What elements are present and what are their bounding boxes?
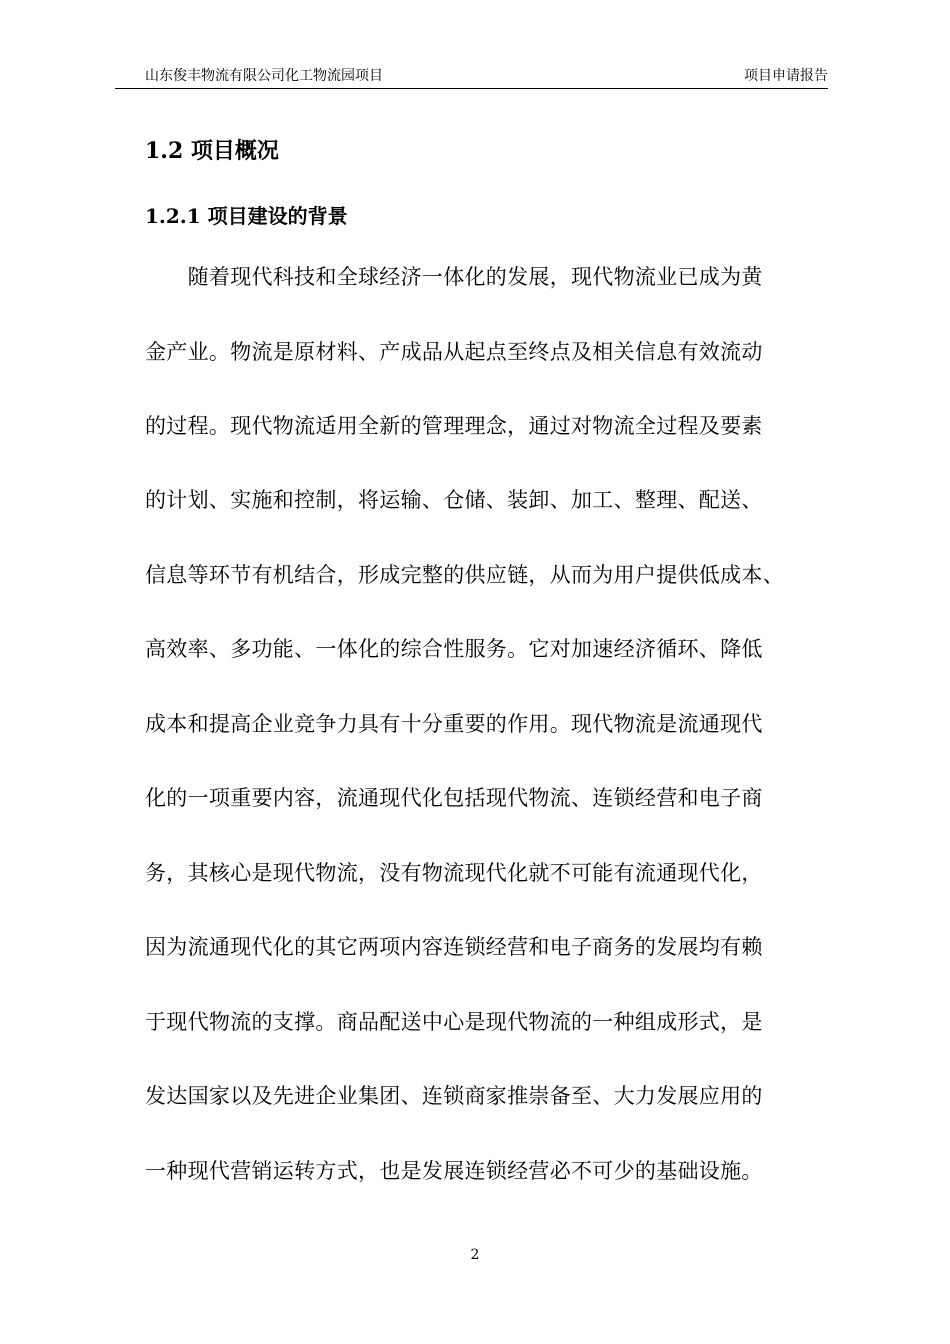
paragraph-line: 的计划、实施和控制，将运输、仓储、装卸、加工、整理、配送、 — [145, 488, 763, 512]
paragraph-line: 一种现代营销运转方式，也是发展连锁经营必不可少的基础设施。 — [145, 1159, 763, 1183]
paragraph-line: 随着现代科技和全球经济一体化的发展，现代物流业已成为黄 — [145, 265, 763, 289]
paragraph-line: 化的一项重要内容，流通现代化包括现代物流、连锁经营和电子商 — [145, 786, 763, 810]
paragraph-line: 发达国家以及先进企业集团、连锁商家推崇备至、大力发展应用的 — [145, 1084, 763, 1108]
paragraph-line: 成本和提高企业竞争力具有十分重要的作用。现代物流是流通现代 — [145, 712, 763, 736]
subsection-heading: 1.2.1 项目建设的背景 — [145, 204, 348, 228]
header-report-type: 项目申请报告 — [744, 68, 828, 84]
paragraph-line: 务，其核心是现代物流，没有物流现代化就不可能有流通现代化， — [145, 861, 763, 885]
paragraph-line: 于现代物流的支撑。商品配送中心是现代物流的一种组成形式，是 — [145, 1010, 763, 1034]
section-heading: 1.2 项目概况 — [145, 138, 279, 164]
paragraph-line: 高效率、多功能、一体化的综合性服务。它对加速经济循环、降低 — [145, 637, 763, 661]
paragraph-line: 的过程。现代物流适用全新的管理理念，通过对物流全过程及要素 — [145, 414, 763, 438]
header-project-name: 山东俊丰物流有限公司化工物流园项目 — [145, 68, 383, 84]
paragraph-line: 金产业。物流是原材料、产成品从起点至终点及相关信息有效流动 — [145, 340, 763, 364]
paragraph-line: 因为流通现代化的其它两项内容连锁经营和电子商务的发展均有赖 — [145, 935, 763, 959]
page-number: 2 — [470, 1247, 480, 1263]
paragraph-line: 信息等环节有机结合，形成完整的供应链，从而为用户提供低成本、 — [145, 563, 784, 587]
page-header — [115, 64, 828, 89]
